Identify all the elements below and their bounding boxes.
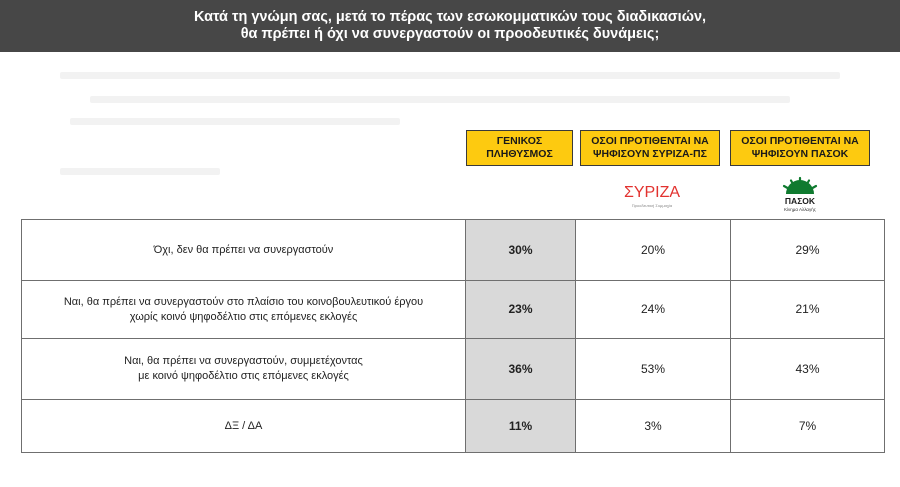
table-row xyxy=(22,220,885,281)
row-label xyxy=(22,281,466,339)
question-line-1: Κατά τη γνώμη σας, μετά το πέρας των εσωκομματικών τους διαδικασιών, xyxy=(193,9,707,25)
general-population-value: 23% xyxy=(466,281,576,339)
background-watermark xyxy=(90,96,790,103)
general-population-value: 30% xyxy=(466,220,576,281)
pasok-logo-name: ΠΑΣΟΚ xyxy=(784,196,816,206)
page-header xyxy=(0,0,900,52)
row-label xyxy=(22,400,466,453)
table-row xyxy=(22,400,885,453)
background-watermark xyxy=(70,118,400,125)
background-watermark xyxy=(60,72,840,79)
table-row xyxy=(22,281,885,339)
syriza-logo-subtitle: Προοδευτική Συμμαχία xyxy=(631,203,673,208)
pasok-voters-value: 29% xyxy=(731,220,885,281)
column-header-syriza-line-1: ΟΣΟΙ ΠΡΟΤΙΘΕΝΤΑΙ ΝΑ xyxy=(591,135,709,147)
row-label-line: χωρίς κοινό ψηφοδέλτιο στις επόμενες εκλογές xyxy=(129,310,358,323)
column-header-general-line-2: ΠΛΗΘΥΣΜΟΣ xyxy=(486,148,553,160)
pasok-logo xyxy=(774,176,826,216)
question-line-2: θα πρέπει ή όχι να συνεργαστούν οι προοδευτικές δυνάμεις; xyxy=(240,26,660,42)
syriza-logo-name: ΣΥΡΙΖΑ xyxy=(623,184,681,201)
row-label-line: με κοινό ψηφοδέλτιο στις επόμενες εκλογές xyxy=(138,370,349,382)
pasok-sun-icon xyxy=(774,176,826,216)
pasok-voters-value: 21% xyxy=(731,281,885,339)
row-label-line: Όχι, δεν θα πρέπει να συνεργαστούν xyxy=(153,243,334,256)
column-header-general xyxy=(466,130,573,166)
row-label-line: ΔΞ / ΔΑ xyxy=(224,419,263,432)
row-label-line: Ναι, θα πρέπει να συνεργαστούν στο πλαίσιο του κοινοβουλευτικού έργου xyxy=(63,295,424,308)
row-label xyxy=(22,220,466,281)
results-table xyxy=(21,219,885,453)
row-label xyxy=(22,339,466,400)
general-population-value: 11% xyxy=(466,400,576,453)
background-watermark xyxy=(60,168,220,175)
syriza-logo xyxy=(616,180,688,210)
column-header-syriza-line-2: ΨΗΦΙΣΟΥΝ ΣΥΡΙΖΑ-ΠΣ xyxy=(593,148,707,160)
pasok-logo-subtitle: Κίνημα Αλλαγής xyxy=(784,207,816,212)
syriza-voters-value: 24% xyxy=(576,281,731,339)
syriza-voters-value: 20% xyxy=(576,220,731,281)
table-row xyxy=(22,339,885,400)
row-label-line: Ναι, θα πρέπει να συνεργαστούν, συμμετέχοντας xyxy=(124,355,363,367)
column-header-pasok-line-1: ΟΣΟΙ ΠΡΟΤΙΘΕΝΤΑΙ ΝΑ xyxy=(741,135,859,147)
column-header-pasok xyxy=(730,130,870,166)
syriza-voters-value: 53% xyxy=(576,339,731,400)
column-header-syriza xyxy=(580,130,720,166)
syriza-voters-value: 3% xyxy=(576,400,731,453)
column-header-general-line-1: ΓΕΝΙΚΟΣ xyxy=(496,135,543,147)
pasok-voters-value: 7% xyxy=(731,400,885,453)
pasok-voters-value: 43% xyxy=(731,339,885,400)
general-population-value: 36% xyxy=(466,339,576,400)
column-header-pasok-line-2: ΨΗΦΙΣΟΥΝ ΠΑΣΟΚ xyxy=(751,148,849,160)
